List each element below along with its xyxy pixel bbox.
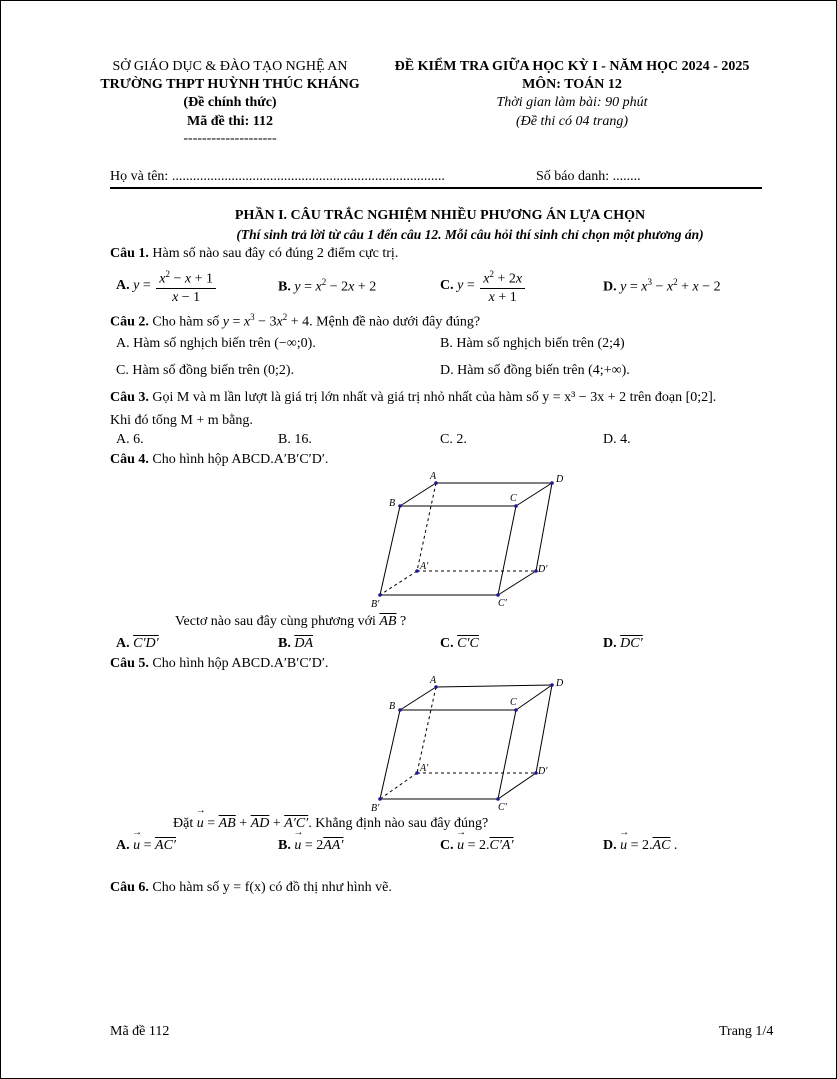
header-left (80, 58, 380, 146)
vertex-d: D (556, 678, 564, 689)
header-dashes: -------------------- (183, 131, 277, 146)
question-1 (110, 246, 398, 262)
page-count: (Đề thi có 04 trang) (516, 114, 628, 129)
vertex-a1: A′ (420, 561, 429, 572)
q2-option-d: D. Hàm số đồng biến trên (4;+∞). (440, 363, 630, 378)
q3-option-b: B. 16. (278, 432, 312, 447)
q4-question: Vectơ nào sau đây cùng phương với $\overline{AB}$ ? (175, 614, 407, 629)
vertex-d: D (556, 474, 564, 485)
vertex-d1: D′ (538, 564, 548, 575)
q5-question: Đặt → $u = \overline{AB} + \overline{AD} + A'C'$. Khẳng định nào sau đây đúng? (173, 816, 488, 832)
footer-page-number: Trang 1/4 (719, 1024, 774, 1039)
q3-text-line2: Khi đó tổng M + m bằng. (110, 413, 253, 428)
department-name: SỞ GIÁO DỤC & ĐÀO TẠO NGHỆ AN (112, 59, 348, 74)
question-2: Câu 2. Cho hàm số $y = x^3 - 3x^2 + 4$. Mệnh đề nào dưới đây đúng? (110, 312, 481, 330)
q4-option-b: B. $\overline{DA}$ (278, 636, 314, 651)
student-id-field: Số báo danh: ........ (536, 169, 641, 184)
exam-code: Mã đề thi: 112 (187, 114, 273, 129)
part1-note: (Thí sinh trả lời từ câu 1 đến câu 12. Mỗi câu hỏi thí sinh chỉ chọn một phương án) (236, 227, 704, 242)
q1-text: Hàm số nào sau đây có đúng 2 điểm cực trị. (152, 246, 399, 261)
q3-option-a: A. 6. (116, 432, 144, 447)
q2-option-c: C. Hàm số đồng biến trên (0;2). (116, 363, 295, 378)
q1-label: Câu 1. (110, 246, 149, 261)
q1-option-a: A. y = $\frac{x^2 - x + 1}{x - 1}$ (116, 266, 218, 306)
parallelepiped-figure-1 (360, 468, 580, 613)
q1-option-d: D. $y = x^3 - x^2 + x - 2$ (603, 277, 721, 295)
header-right (374, 58, 770, 132)
q5-option-d: D. → $u = 2.\overline{AC}$ . (603, 838, 677, 854)
footer-exam-code: Mã đề 112 (110, 1024, 170, 1039)
vertex-c: C (510, 493, 517, 504)
q3-option-d: D. 4. (603, 432, 631, 447)
q4-option-c: C. C′C (440, 636, 479, 651)
vertex-b1: B′ (371, 803, 380, 814)
vertex-c: C (510, 697, 517, 708)
student-name-field: Họ và tên: .............................................................................. (110, 169, 445, 184)
vertex-d1: D′ (538, 766, 548, 777)
q5-option-b: B. → u = 2AA′ (278, 838, 343, 854)
vertex-a1: A′ (420, 763, 429, 774)
divider-line (110, 187, 762, 189)
vertex-c1: C′ (498, 802, 507, 813)
q4-option-d: D. DC′ (603, 636, 643, 651)
q4-option-a: A. C′D′ (116, 636, 159, 651)
school-name: TRƯỜNG THPT HUỲNH THÚC KHÁNG (100, 77, 360, 92)
parallelepiped-figure-2 (360, 672, 580, 817)
vertex-b: B (389, 701, 396, 712)
q3-option-c: C. 2. (440, 432, 467, 447)
vertex-b: B (389, 498, 396, 509)
subject: MÔN: TOÁN 12 (522, 77, 622, 92)
vertex-a: A (430, 675, 437, 686)
q5-option-a: A. → u = AC′ (116, 838, 176, 854)
q2-option-a: A. Hàm số nghịch biến trên (−∞;0). (116, 336, 316, 351)
exam-title: ĐỀ KIỂM TRA GIỮA HỌC KỲ I - NĂM HỌC 2024 - 2025 (394, 59, 750, 74)
q5-option-c: C. → u = 2.C′A′ (440, 838, 514, 854)
q1-option-b: B. $y = x^2 - 2x + 2$ (278, 277, 377, 295)
question-6: Câu 6. Cho hàm số y = f(x) có đồ thị như hình vẽ. (110, 880, 392, 895)
question-5: Câu 5. Cho hình hộp ABCD.A′B′C′D′. (110, 656, 329, 671)
vertex-c1: C′ (498, 598, 507, 609)
question-4: Câu 4. Cho hình hộp ABCD.A′B′C′D′. (110, 452, 329, 467)
vertex-b1: B′ (371, 599, 380, 610)
official-label: (Đề chính thức) (183, 95, 277, 110)
vertex-a: A (430, 471, 437, 482)
q1-option-c: C. y = $\frac{x^2 + 2x}{x + 1}$ (440, 266, 527, 306)
question-3: Câu 3. Gọi M và m lần lượt là giá trị lớn nhất và giá trị nhỏ nhất của hàm số y = x³ − 3x + 2 trên đoạn [0;2]. (110, 390, 717, 405)
part1-title: PHẦN I. CÂU TRẮC NGHIỆM NHIỀU PHƯƠNG ÁN LỰA CHỌN (234, 208, 646, 223)
q2-option-b: B. Hàm số nghịch biến trên (2;4) (440, 336, 625, 351)
time-limit: Thời gian làm bài: 90 phút (496, 95, 648, 110)
